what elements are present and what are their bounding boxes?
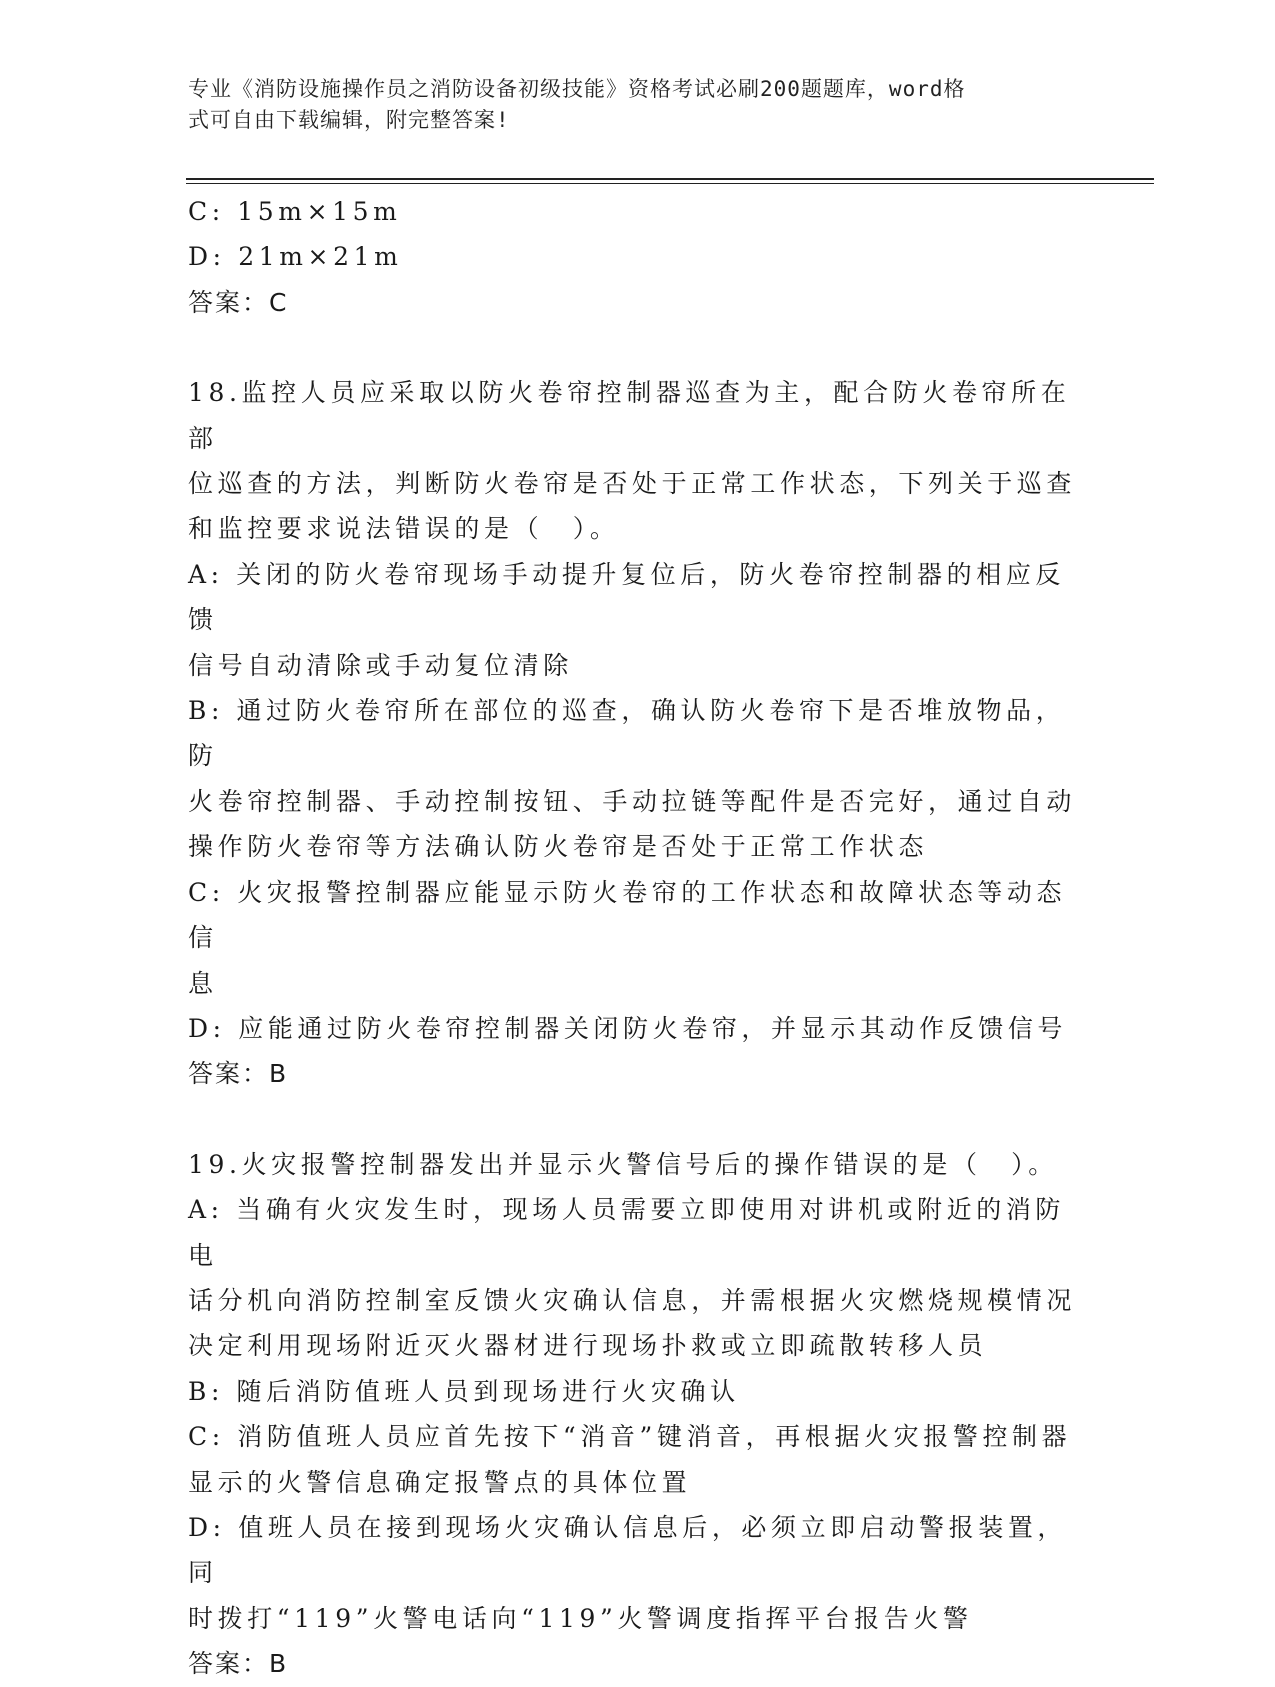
option-d-line: D: 值班人员在接到现场火灾确认信息后，必须立即启动警报装置，同	[188, 1512, 1068, 1588]
option-a-line: 话分机向消防控制室反馈火灾确认信息，并需根据火灾燃烧规模情况	[188, 1285, 1077, 1315]
option-b-line: 操作防火卷帘等方法确认防火卷帘是否处于正常工作状态	[188, 832, 929, 862]
spacer	[188, 1097, 1078, 1142]
answer: 答案：B	[188, 1649, 289, 1679]
header-divider-thick	[186, 178, 1154, 180]
option-b-line: B: 通过防火卷帘所在部位的巡查，确认防火卷帘下是否堆放物品，防	[188, 696, 1066, 771]
option-c-line: 息	[188, 968, 218, 998]
document-header	[188, 74, 1068, 136]
header-divider-thin	[186, 183, 1154, 184]
option-a-line: A: 当确有火灾发生时，现场人员需要立即使用对讲机或附近的消防电	[188, 1195, 1066, 1270]
question-stem-line: 位巡查的方法，判断防火卷帘是否处于正常工作状态，下列关于巡查	[188, 469, 1077, 499]
option-c-line: C: 消防值班人员应首先按下“消音”键消音，再根据火灾报警控制器	[188, 1422, 1072, 1452]
question-19	[188, 1142, 1078, 1687]
option-b-line: 火卷帘控制器、手动控制按钮、手动拉链等配件是否完好，通过自动	[188, 786, 1077, 816]
option-c-line: C: 火灾报警控制器应能显示防火卷帘的工作状态和故障状态等动态信	[188, 877, 1067, 953]
option-c: C: 15m×15m	[188, 197, 402, 226]
option-d: D: 21m×21m	[188, 242, 403, 272]
option-a-line: 信号自动清除或手动复位清除	[188, 650, 573, 680]
answer: 答案：B	[188, 1059, 289, 1089]
question-stem-line: 19.火灾报警控制器发出并显示火警信号后的操作错误的是（ ）。	[188, 1149, 1058, 1179]
question-17-tail	[188, 189, 1078, 325]
option-c-line: 显示的火警信息确定报警点的具体位置	[188, 1467, 692, 1497]
option-d-line: D: 应能通过防火卷帘控制器关闭防火卷帘，并显示其动作反馈信号	[188, 1013, 1068, 1043]
option-d-line: 时拨打“119”火警电话向“119”火警调度指挥平台报告火警	[188, 1603, 973, 1633]
question-stem-line: 18.监控人员应采取以防火卷帘控制器巡查为主，配合防火卷帘所在部	[188, 378, 1071, 453]
question-18	[188, 370, 1078, 1097]
option-a-line: 决定利用现场附近灭火器材进行现场扑救或立即疏散转移人员	[188, 1331, 988, 1361]
question-stem-line: 和监控要求说法错误的是（ ）。	[188, 514, 620, 544]
answer: 答案：C	[188, 287, 289, 317]
option-b-line: B: 随后消防值班人员到现场进行火灾确认	[188, 1376, 740, 1406]
document-body	[188, 189, 1078, 1687]
header-line-2: 式可自由下载编辑，附完整答案!	[188, 108, 510, 132]
option-a-line: A: 关闭的防火卷帘现场手动提升复位后，防火卷帘控制器的相应反馈	[188, 559, 1066, 635]
header-line-1: 专业《消防设施操作员之消防设备初级技能》资格考试必刷200题题库，word格	[188, 77, 966, 101]
spacer	[188, 325, 1078, 370]
